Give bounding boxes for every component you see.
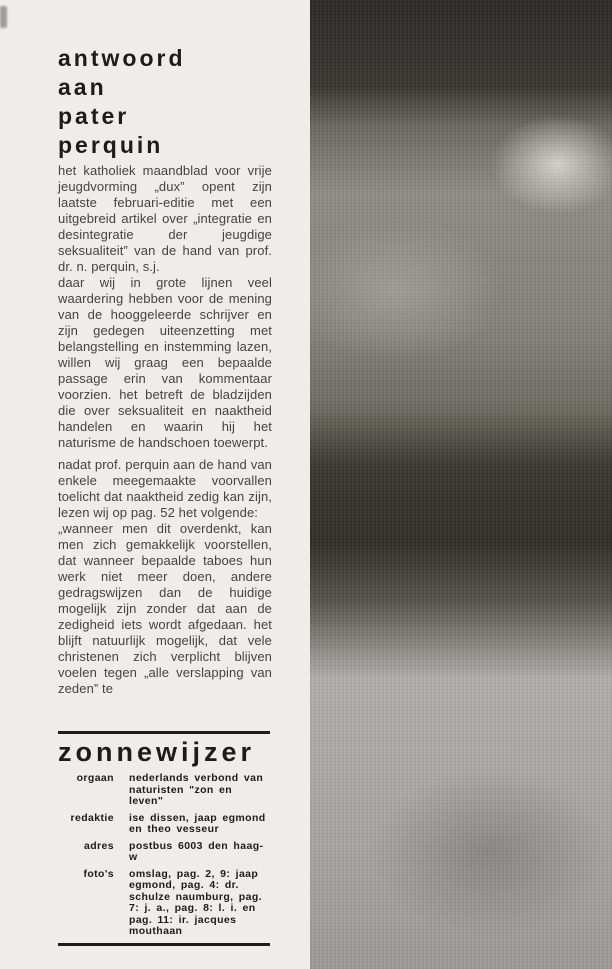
article-title-line: perquin	[58, 132, 164, 158]
article-title-line: aan	[58, 74, 107, 100]
masthead-row-label: redaktie	[70, 811, 114, 824]
masthead-row	[58, 773, 270, 808]
article-paragraph: „wanneer men dit overdenkt, kan men zich gemakkelijk voorstellen, dat wanneer bepaalde taboes hun werk niet meer doen, andere gedragswijzen dan de huidige mogelijk zijn zonder dat aan de zedigheid iets wordt afgedaan. het blijft natuurlijk mogelijk, dat vele christenen zich verplicht blijven voelen tegen „alle verslapping van zeden” te	[58, 521, 272, 696]
magazine-photo-placeholder	[310, 0, 612, 969]
masthead-row	[58, 813, 270, 836]
article-title	[58, 44, 186, 160]
article-paragraph: nadat prof. perquin aan de hand van enkele meegemaakte voorvallen toelicht dat naaktheid zedig kan zijn, lezen wij op pag. 52 het volgende:	[58, 457, 272, 520]
masthead-row-label: orgaan	[76, 772, 114, 784]
article-title-line: pater	[58, 103, 130, 129]
masthead-bottom-rule	[58, 943, 270, 946]
masthead	[58, 731, 270, 946]
masthead-row-label: adres	[83, 839, 114, 852]
masthead-row-value: ise dissen, jaap egmond en theo vesseur	[129, 811, 266, 835]
masthead-row	[58, 841, 270, 864]
scan-smudge	[0, 6, 7, 28]
masthead-top-rule	[58, 731, 270, 734]
article-title-line: antwoord	[58, 45, 186, 71]
masthead-row-value: nederlands verbond van naturisten "zon en leven"	[129, 772, 264, 807]
masthead-title: zonnewijzer	[58, 737, 256, 767]
masthead-rows	[58, 773, 270, 938]
masthead-row-value: postbus 6003 den haag-w	[129, 839, 264, 863]
article-body	[58, 163, 272, 697]
article-paragraph: het katholiek maandblad voor vrije jeugdvorming „dux” opent zijn laatste februari-editie met een uitgebreid artikel over „integratie en desintegratie der jeugdige seksualiteit” van de hand van prof. dr. n. perquin, s.j.	[58, 163, 272, 274]
masthead-row-label: foto's	[83, 867, 114, 880]
masthead-row-value: omslag, pag. 2, 9: jaap egmond, pag. 4: dr. schulze naumburg, pag. 7: j. a., pag. 8: l. i. en pag. 11: ir. jacques mouthaan	[129, 867, 262, 937]
masthead-row	[58, 869, 270, 938]
article-paragraph: daar wij in grote lijnen veel waardering hebben voor de mening van de hooggeleerde schrijver en zijn gedegen uiteenzetting met belangstelling en instemming lazen, willen wij graag een bepaalde passage erin van kommentaar voorzien. het betreft de bladzijden die over seksualiteit en naaktheid handelen en waarin hij het naturisme de handschoen toewerpt.	[58, 275, 272, 450]
